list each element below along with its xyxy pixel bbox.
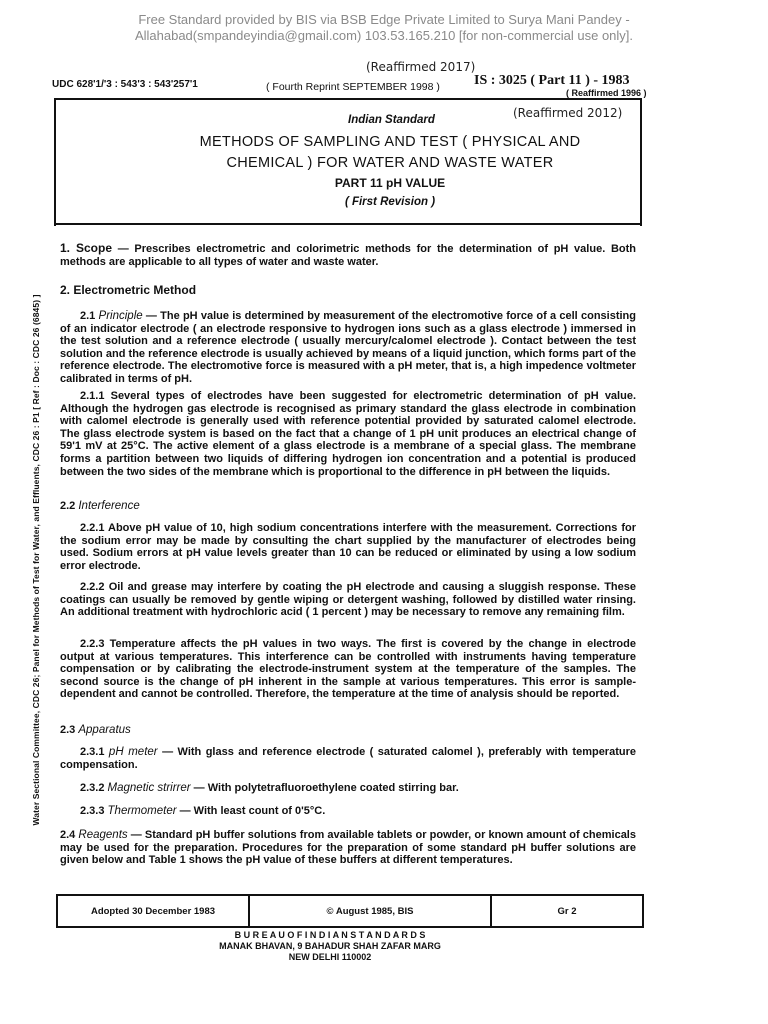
watermark-line-1: Free Standard provided by BIS via BSB Edge Private Limited to Surya Mani Pandey - <box>138 12 630 27</box>
section-2-heading: 2. Electrometric Method <box>60 283 197 297</box>
section-2-2-2 <box>60 581 636 619</box>
s24-label: Reagents <box>78 829 128 841</box>
section-2-4 <box>60 829 636 867</box>
section-2-2-3 <box>60 638 636 701</box>
reaffirmed-2012: (Reaffirmed 2012) <box>513 106 623 120</box>
footer-box <box>56 894 644 928</box>
s22-number: 2.2 <box>60 500 76 512</box>
s223-text: 2.2.3 Temperature affects the pH values in two ways. The first is covered by the change in electrode output at various temperatures. This interference can be controlled with instruments having temperature compensation or by calibrating the electrode-instrument system at the temperature of the samples. The second source is the change of pH inherent in the sample at various temperatures. This error is sample-dependent and cannot be controlled. Therefore, the temperature at the time of analysis should be reported. <box>60 638 636 701</box>
publisher-name: B U R E A U O F I N D I A N S T A N D A R D S <box>234 930 426 940</box>
title-part: PART 11 pH VALUE <box>334 176 446 190</box>
section-2-2-1 <box>60 522 636 572</box>
s233-label: Thermometer <box>107 805 177 817</box>
section-2-3-3 <box>60 805 636 818</box>
s24-number: 2.4 <box>60 829 76 841</box>
title-frame-rule <box>54 223 642 225</box>
s221-text: 2.2.1 Above pH value of 10, high sodium concentrations interfere with the measurement. Corrections for the sodium error may be made by consulting the chart supplied by the manufacturer of electrodes being used. Sodium errors at pH value levels greater than 10 can be reduced or eliminated by using a low sodium error electrode. <box>60 522 636 572</box>
scope-section <box>60 242 636 268</box>
s233-text: — With least count of 0'5°C. <box>176 805 326 817</box>
s21-number: 2.1 <box>80 310 96 322</box>
reprint-note: ( Fourth Reprint SEPTEMBER 1998 ) <box>266 81 440 93</box>
s231-text: — With glass and reference electrode ( saturated calomel ), preferably with temperature compensation. <box>60 746 636 771</box>
section-2-3-2 <box>60 782 636 795</box>
section-2-1-1 <box>60 390 636 478</box>
s232-number: 2.3.2 <box>80 782 105 794</box>
title-line-1: METHODS OF SAMPLING AND TEST ( PHYSICAL AND <box>199 134 581 150</box>
standard-number: IS : 3025 ( Part 11 ) - 1983 <box>474 73 630 88</box>
s222-text: 2.2.2 Oil and grease may interfere by coating the pH electrode and causing a sluggish response. These coatings can usually be removed by gentle wiping or detergent washing, followed by distilled water rinsing. An additional treatment with hydrochloric acid ( 1 percent ) may be necessary to remove any remaining film. <box>60 581 636 619</box>
s21-label: Principle <box>98 310 143 322</box>
publisher-city: NEW DELHI 110002 <box>288 952 372 962</box>
s232-label: Magnetic strirrer <box>107 782 191 794</box>
indian-standard-label: Indian Standard <box>348 114 435 126</box>
s211-text: 2.1.1 Several types of electrodes have been suggested for electrometric determination of pH value. Although the hydrogen gas electrode is recognised as primary standard the glass electrode in combination with calomel electrode is generally used with reference potential provided by saturated calomel electrode. The glass electrode system is based on the fact that a change of 1 pH unit produces an electrical change of 59'1 mV at 25°C. The active element of a glass electrode is a membrane of a special glass. The membrane forms a partition between two liquids of differing hydrogen ion concentration and a potential is produced between the two sides of the membrane which is proportional to the difference in pH between the liquids. <box>60 390 636 478</box>
watermark <box>0 12 768 44</box>
s22-label: Interference <box>78 500 140 512</box>
side-committee-label: Water Sectional Committee, CDC 26; Panel for Methods of Test for Water, and Effluents, CDC 26 : P1 [ Ref : Doc : CDC 26 (6845) ] <box>31 294 41 826</box>
scope-text: — Prescribes electrometric and colorimetric methods for the determination of pH value. Both methods are applicable to all types of water and waste water. <box>60 243 636 268</box>
udc-code: UDC 628'1/'3 : 543'3 : 543'257'1 <box>52 79 198 90</box>
copyright: © August 1985, BIS <box>250 896 492 926</box>
s233-number: 2.3.3 <box>80 805 105 817</box>
title-line-2: CHEMICAL ) FOR WATER AND WASTE WATER <box>226 155 554 171</box>
section-2-3-1 <box>60 746 636 771</box>
section-2-1 <box>60 310 636 386</box>
publisher-address: MANAK BHAVAN, 9 BAHADUR SHAH ZAFAR MARG <box>219 941 441 951</box>
watermark-line-2: Allahabad(smpandeyindia@gmail.com) 103.53.165.210 [for non-commercial use only]. <box>134 28 634 43</box>
reaffirmed-2017: (Reaffirmed 2017) <box>366 60 476 74</box>
s24-text: — Standard pH buffer solutions from available tablets or powder, or known amount of chemicals may be used for the preparation. Procedures for the preparation of some standard pH buffer solutions are given below and Table 1 shows the pH value of these buffers at different temperatures. <box>60 829 636 867</box>
adopted-date: Adopted 30 December 1983 <box>58 896 250 926</box>
s23-number: 2.3 <box>60 724 76 736</box>
title-revision: ( First Revision ) <box>344 196 436 208</box>
s231-number: 2.3.1 <box>80 746 105 758</box>
reaffirmed-1996: ( Reaffirmed 1996 ) <box>566 88 647 98</box>
scope-heading: 1. Scope <box>60 241 112 255</box>
s232-text: — With polytetrafluoroethylene coated stirring bar. <box>190 782 459 794</box>
section-2-heading-block <box>60 284 636 297</box>
price-group: Gr 2 <box>557 905 577 917</box>
section-2-3 <box>60 724 636 737</box>
s21-text: — The pH value is determined by measurement of the electromotive force of a cell consisting of an indicator electrode ( an electrode responsive to hydrogen ions such as a glass electrode ) immersed in the test solution and a reference electrode ( usually mercury/calomel electrode ). Contact between the test solution and the reference electrode is usually achieved by means of a liquid junction, which forms part of the reference electrode. The electromotive force is measured with a pH meter, that is, a high impedence voltmeter calibrated in terms of pH. <box>60 310 636 385</box>
s23-label: Apparatus <box>78 724 131 736</box>
section-2-2 <box>60 500 636 513</box>
s231-label: pH meter <box>108 746 158 758</box>
